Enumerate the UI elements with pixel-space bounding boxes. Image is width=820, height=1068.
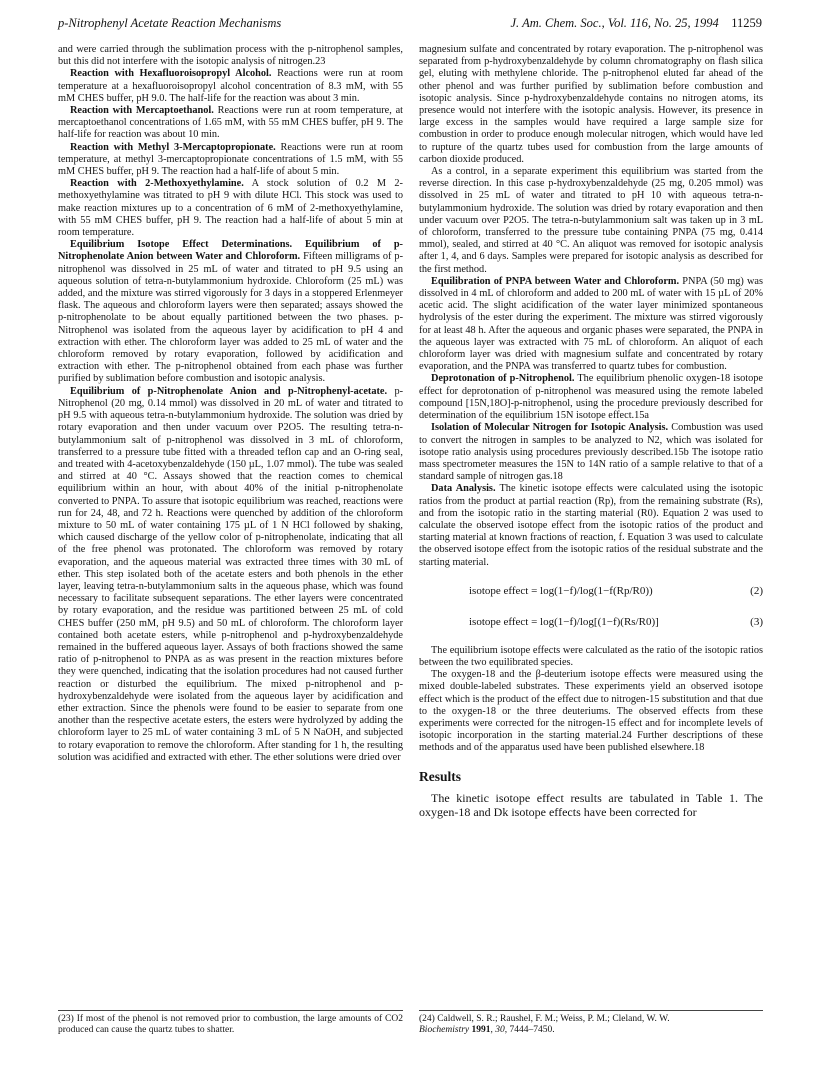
paragraph: As a control, in a separate experiment this equilibrium was started from the reverse direction. In this case p-hydroxybenzaldehyde (25 mg, 0.205 mmol) was dissolved in 25 mL of water and titrated to pH 10 with aqueous tetra-n-butylammonium hydroxide. The solution was dried by rotary evaporation and then under vacuum over P2O5. The tetra-n-butylammonium salt was taken up in 3 mL of chloroform, transferred to the pressure tube containing PNPA (75 mg, 0.414 mmol), sealed, and stirred at 40 °C. An aliquot was removed for isotopic analysis after 1, 4, and 6 days. Samples were prepared for isotopic analysis as described for the first method. (419, 166, 763, 275)
footnote-authors: (24) Caldwell, S. R.; Raushel, F. M.; Weiss, P. M.; Cleland, W. W. (419, 1014, 670, 1024)
run-in-heading: Equilibration of PNPA between Water and Chloroform. (431, 275, 680, 287)
page-number: 11259 (731, 16, 762, 30)
run-in-heading: Deprotonation of p-Nitrophenol. (431, 373, 575, 385)
paragraph: The oxygen-18 and the β-deuterium isotope effects were measured using the mixed double-labeled substrates. These experiments yield an observed isotope effect which is the product of the effect due to nitrogen-15 substitution and that due to the oxygen-18 or the three deuteriums. The observed effects from these experiments were corrected for the nitrogen-15 effect and for incomplete levels of isotopic incorporation in the starting material.24 Further descriptions of these methods and of the apparatus used have been published elsewhere.18 (419, 669, 763, 754)
running-header (58, 16, 762, 34)
footnote-23: (23) If most of the phenol is not removed prior to combustion, the large amounts of CO2 produced can cause the quartz tubes to shatter. (58, 1014, 403, 1036)
paragraph-text: Reactions were run at room temperature, at methyl 3-mercaptopropionate concentrations of 1.5 mM, with 55 mM CHES buffer, pH 9. The reaction had a half-life of about 5 min. (58, 141, 403, 178)
paragraph (58, 142, 403, 179)
paragraph (419, 276, 763, 374)
run-in-heading: Isolation of Molecular Nitrogen for Isotopic Analysis. (431, 422, 669, 434)
paragraph (58, 68, 403, 105)
paragraph: magnesium sulfate and concentrated by rotary evaporation. The p-nitrophenol was separated from p-hydroxybenzaldehyde by column chromatography on flash silica gel, eluting with methylene chloride. The p-nitrophenol eluted far ahead of the other phenol and was further purified by sublimation before combustion and isotopic analysis. Since p-hydroxybenzaldehyde contains no nitrogen atoms, its presence would not interfere with the isotopic analysis. However, its presence in large excess in the samples would have required a large sample size for combustion in order to produce enough molecular nitrogen, which would have led to rupture of the quartz tubes used for combustion from the large amounts of carbon dioxide produced. (419, 44, 763, 165)
run-in-heading: Reaction with 2-Methoxyethylamine. (70, 178, 244, 190)
paragraph-text: The equilibrium phenolic oxygen-18 isotope effect for deprotonation of p-nitrophenol was measured using the remote labeled compound [15N,18O]-p-nitrophenol, using the procedure previously described for determination of the equilibrium 15N isotope effect.15a (419, 373, 764, 422)
footnote-journal: Biochemistry (419, 1025, 470, 1036)
equation-number: (2) (750, 584, 763, 597)
equation-2 (419, 581, 763, 604)
running-title: p-Nitrophenyl Acetate Reaction Mechanisms (58, 16, 282, 30)
paragraph (58, 386, 403, 764)
paragraph-text: Reactions were run at room temperature, at mercaptoethanol concentrations of 1.65 mM, with 55 mM CHES buffer, pH 9. The half-life for reaction was about 10 min. (58, 105, 404, 141)
paragraph (58, 239, 403, 385)
footnote-year: 1991 (471, 1025, 491, 1036)
equation-formula: isotope effect = log(1−f)/log[(1−f)(Rs/R0)] (469, 615, 659, 628)
run-in-heading: Reaction with Mercaptoethanol. (70, 105, 214, 117)
left-column (58, 44, 403, 764)
run-in-heading: Reaction with Hexafluoroisopropyl Alcohol. (70, 68, 272, 80)
run-in-heading: Equilibrium Isotope Effect Determinations. Equilibrium of p-Nitrophenolate Anion between Water and Chloroform. (58, 239, 403, 263)
paragraph (419, 483, 763, 568)
paragraph-text: A stock solution of 0.2 M 2-methoxyethylamine was titrated to pH 9 with dilute HCl. This stock was used to make reaction mixtures up to a concentration of 6 mM of 2-methoxyethylamine, with 55 mM CHES buffer, pH 9. The reaction had a half-life of about 5 min at room temperature. (58, 178, 403, 239)
section-heading-results: Results (419, 768, 462, 784)
footnote-24: (24) Caldwell, S. R.; Raushel, F. M.; Weiss, P. M.; Cleland, W. W. Biochemistry 1991, 30, 7444–7450. (419, 1014, 670, 1036)
equation-number: (3) (750, 615, 763, 628)
run-in-heading: Data Analysis. (431, 483, 496, 495)
journal-citation (511, 16, 763, 31)
footnote-rule (58, 1010, 403, 1011)
paragraph-text: Reactions were run at room temperature at a hexafluoroisopropyl alcohol concentration of 8.3 mM, with 55 mM CHES buffer, pH 9.0. The half-life for the reaction was about 3 min. (58, 68, 403, 104)
paragraph-text: p-Nitrophenol (20 mg, 0.14 mmol) was dissolved in 20 mL of water and titrated to pH 9.5 with aqueous tetra-n-butylammonium hydroxide. The solution was dried by rotary evaporation and then under vacuum over P2O5. The resulting tetra-n-butylammonium salt of p-nitrophenol was dissolved in 3 mL of chloroform, transferred to a pressure tube fitted with a threaded teflon cap and an O-ring seal, and treated with 4-acetoxybenzaldehyde (150 µL, 1.07 mmol). The tube was sealed and stirred at 40 °C. Assays showed that the reaction comes to chemical equilibrium within an hour, with about 40% of the initial p-nitrophenolate converted to PNPA. To assure that isotopic equilibrium was reached, reactions were run for 24, 48, and 72 h. Reactions were quenched by addition of the chloroform mixture to 50 mL of water containing 175 µL of 1 N HCl followed by shaking, which caused discharge of the yellow color of p-nitrophenolate, indicating that all of the free phenol was protonated. The chloroform was removed by rotary evaporation, and the aqueous material was extracted three times with 30 mL of ether. This step isolated both of the acetate esters and both phenols in the ether layer, leaving tetra-n-butylammonium salts in the aqueous phase, which was found necessary to facilitate subsequent separations. The ether layers were concentrated by rotary evaporation, and the residue was partitioned between 25 mL of cold CHES buffer (250 mM, pH 9.5) and 50 mL of chloroform. The chloroform layer contained both acetate esters, while p-nitrophenol and p-hydroxybenzaldehyde remained in the buffered aqueous layer. Assays of both fractions showed the same ratio of p-nitrophenol to PNPA as as was present in the reaction mixtures before they were quenched, indicating that the isolation procedures had not caused further reaction or disturbed the equilibrium. The mixed p-nitrophenol and p-hydroxybenzaldehyde were isolated from the aqueous layer by acidification and ether extraction. Since the phenols were found to be easier to separate from one another than the respective acetate esters, the esters were hydrolyzed by adding the chloroform layer to 25 mL of water containing 3 mL of 5 N NaOH, and subjected to rotary evaporation to remove the chloroform. After standing for 1 h, the resulting solution was acidified and extracted with ether. The ether solutions were dried over (58, 385, 404, 763)
equation-formula: isotope effect = log(1−f)/log(1−f(Rp/R0)) (469, 584, 653, 597)
paragraph-text: PNPA (50 mg) was dissolved in 4 mL of chloroform and added to 200 mL of water with 15 µL of 20% acetic acid. The slight acidification of the water layer minimized spontaneous hydrolysis of the ester during the experiment. The mixture was stirred vigorously for at least 48 h. After the aqueous and organic phases were separated, the PNPA in the aqueous layer was extracted with 75 mL of chloroform. An aliquot of each chloroform layer was dried with magnesium sulfate and concentrated by rotary evaporation, and the PNPA was transferred to quartz tubes for combustion. (419, 275, 763, 373)
paragraph-text: The kinetic isotope effects were calculated using the isotopic ratios from the product at partial reaction (Rp), from the remaining substrate (Rs), and from the isotopic ratio in the starting material (R0). Equation 2 was used to calculate the observed isotope effect from the isotopic ratios of the product and starting material at known fractions of reaction, f. Equation 3 was used to calculate the observed isotope effect from the isotopic ratios of the residual substrate and the starting material. (419, 483, 763, 568)
paragraph: The equilibrium isotope effects were calculated as the ratio of the isotopic ratios between the two equilibrated species. (419, 644, 763, 668)
paragraph-text: Fifteen milligrams of p-nitrophenol was dissolved in 25 mL of water and titrated to pH 9.5 using an aqueous solution of tetra-n-butylammonium hydroxide. Chloroform (25 mL) was added, and the mixture was stirred vigorously for 3 days in a stoppered Erlenmeyer flask. The aqueous and chloroform layers were then separated; assays showed the p-nitrophenolate to be about equally partitioned between the two phases. p-Nitrophenol was isolated from the aqueous layer by acidification to pH 4 and extraction with ether. The chloroform layer was added to 25 mL of water and the chloroform removed by rotary evaporation, followed by acidification and extraction with ether. The p-nitrophenol obtained from each phase was further purified by sublimation before combustion and isotopic analysis. (58, 251, 403, 385)
equation-3 (419, 612, 763, 635)
footnote-rule (419, 1010, 763, 1011)
footnote-volume: 30 (495, 1025, 505, 1036)
paragraph (58, 178, 403, 239)
paragraph: The kinetic isotope effect results are tabulated in Table 1. The oxygen-18 and Dk isotope effects have been corrected for (419, 790, 763, 819)
paragraph (58, 105, 403, 142)
run-in-heading: Equilibrium of p-Nitrophenolate Anion and p-Nitrophenyl-acetate. (70, 385, 388, 397)
paragraph: and were carried through the sublimation process with the p-nitrophenol samples, but this did not interfere with the isotopic analysis of nitrogen.23 (58, 44, 403, 68)
paragraph (419, 422, 763, 483)
journal-name: J. Am. Chem. Soc., Vol. 116, No. 25, 1994 (510, 16, 719, 30)
paragraph (419, 373, 763, 422)
right-column (419, 44, 763, 819)
footnote-pages: , 7444–7450. (504, 1025, 555, 1036)
run-in-heading: Reaction with Methyl 3-Mercaptopropionate. (70, 141, 276, 153)
paragraph-text: Combustion was used to convert the nitrogen in samples to be analyzed to N2, which was isolated for isotope ratio analysis using procedures previously described.15b The isotope ratio mass spectrometer measures the 15N to 14N ratio of a sample relative to that of a standard sample of nitrogen gas.18 (419, 422, 763, 483)
